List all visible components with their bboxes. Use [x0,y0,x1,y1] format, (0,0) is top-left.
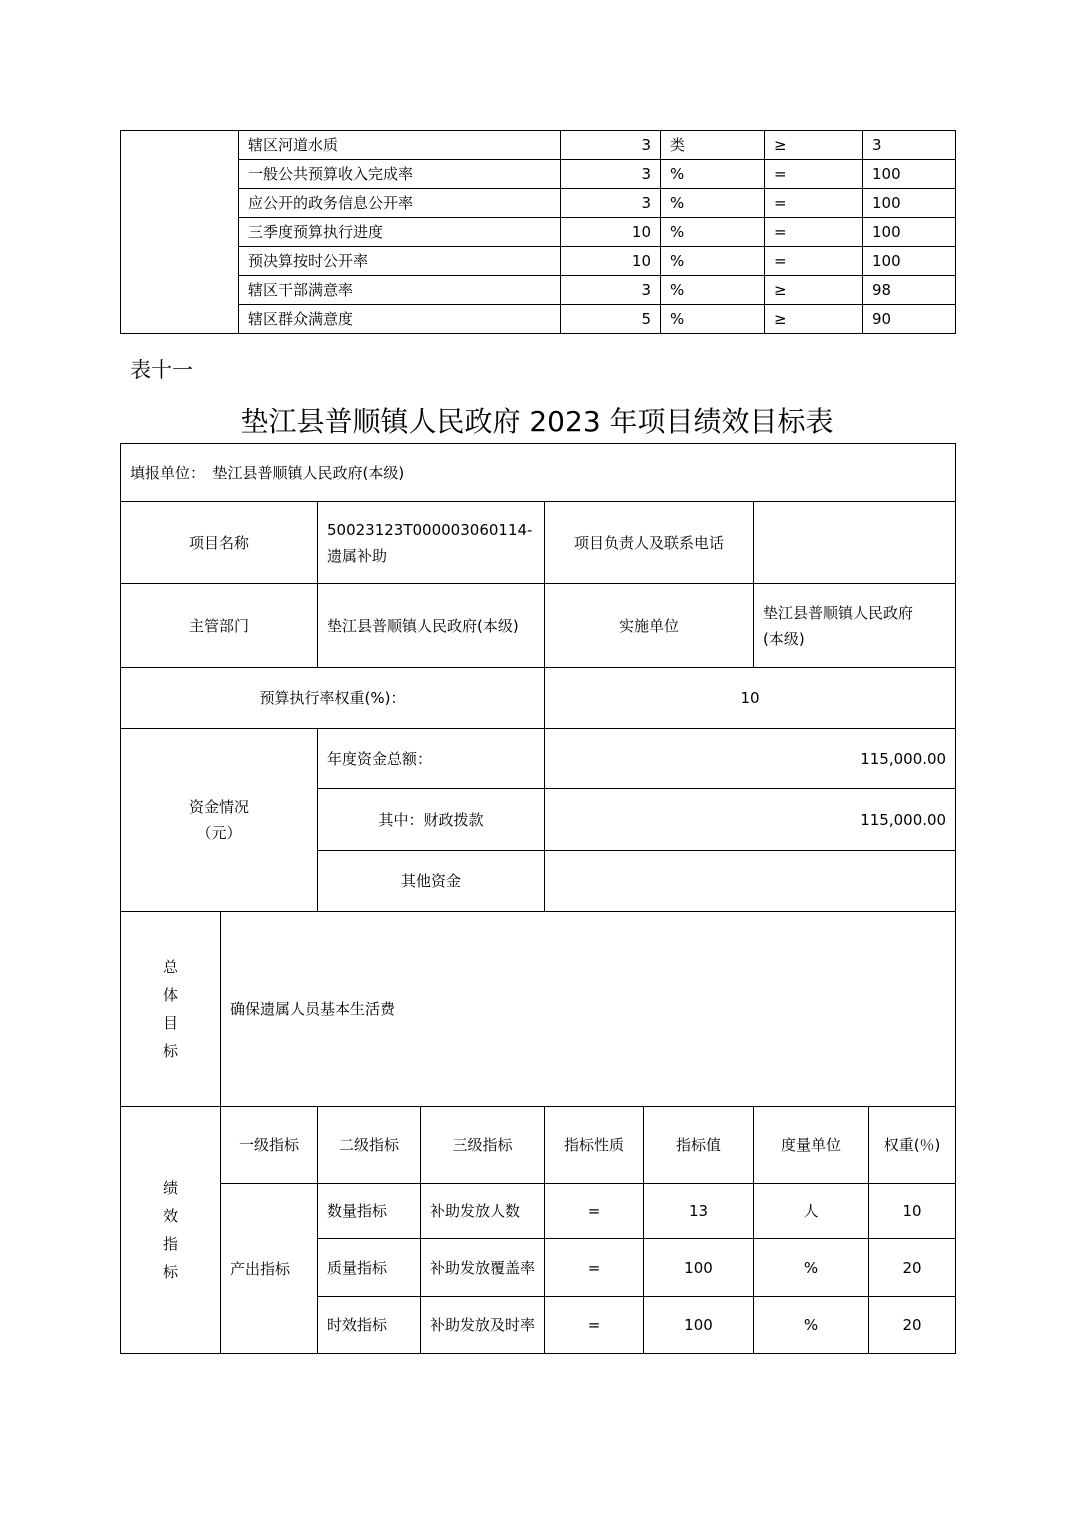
table-row [121,305,956,334]
page-title: 垫江县普顺镇人民政府 2023 年项目绩效目标表 [240,405,834,438]
funds-label-line2: （元） [196,824,242,842]
indicator-unit: % [661,189,765,218]
indicator-unit: % [661,247,765,276]
indicator-value: 100 [863,189,956,218]
overall-goal-label [121,912,221,1107]
indicator-value: 100 [863,160,956,189]
goal-char: 标 [162,1042,178,1060]
funds-label [121,729,318,912]
table-row [121,502,956,584]
level1-indicator: 产出指标 [221,1184,318,1354]
project-name-label: 项目名称 [121,502,318,584]
annual-total-value: 115,000.00 [545,729,956,789]
indicator-value: 100 [863,218,956,247]
header-nature: 指标性质 [545,1107,644,1184]
table-row [121,131,956,160]
budget-weight-label: 预算执行率权重(%)： [121,668,545,729]
fiscal-label: 其中：财政拨款 [318,789,545,851]
merged-category-cell [121,131,239,334]
perf-indicator-label [121,1107,221,1354]
annual-total-label: 年度资金总额： [318,729,545,789]
indicator-weight: 3 [561,131,661,160]
indicator-name: 应公开的政务信息公开率 [239,189,561,218]
perf-char: 指 [162,1235,178,1253]
level2-indicator: 数量指标 [318,1184,421,1239]
indicator-unit: 人 [754,1184,869,1239]
perf-char: 绩 [162,1179,178,1197]
indicator-name: 辖区干部满意率 [239,276,561,305]
table-row [121,668,956,729]
indicator-value: 13 [644,1184,754,1239]
indicator-weight: 20 [869,1239,956,1297]
table-row [121,1184,956,1239]
responsible-label: 项目负责人及联系电话 [545,502,754,584]
goal-char: 总 [162,958,178,976]
header-level2: 二级指标 [318,1107,421,1184]
goal-char: 体 [162,986,178,1004]
indicator-weight: 10 [561,218,661,247]
indicator-weight: 5 [561,305,661,334]
previous-indicator-table [120,130,956,334]
indicator-value: 100 [863,247,956,276]
indicator-nature: = [545,1184,644,1239]
responsible-value [754,502,956,584]
header-value: 指标值 [644,1107,754,1184]
project-name-value [318,502,545,584]
other-funds-label: 其他资金 [318,851,545,912]
perf-char: 标 [162,1263,178,1281]
indicator-operator: = [765,189,863,218]
level3-indicator: 补助发放覆盖率 [421,1239,545,1297]
indicator-weight: 20 [869,1297,956,1354]
table-row [121,189,956,218]
indicator-nature: = [545,1239,644,1297]
indicator-value: 100 [644,1239,754,1297]
table-row [121,912,956,1107]
table-row [121,160,956,189]
indicator-value: 98 [863,276,956,305]
indicator-unit: % [754,1239,869,1297]
indicator-operator: ≥ [765,131,863,160]
other-funds-value [545,851,956,912]
indicator-operator: = [765,247,863,276]
table-row [121,584,956,668]
level2-indicator: 质量指标 [318,1239,421,1297]
dept-label: 主管部门 [121,584,318,668]
indicator-unit: % [661,160,765,189]
budget-weight-value: 10 [545,668,956,729]
indicator-unit: % [661,305,765,334]
indicator-name: 一般公共预算收入完成率 [239,160,561,189]
indicator-weight: 3 [561,160,661,189]
impl-value-line2: (本级) [763,629,805,648]
impl-value [754,584,956,668]
table-row [121,218,956,247]
table-row [121,247,956,276]
fiscal-value: 115,000.00 [545,789,956,851]
indicator-weight: 3 [561,189,661,218]
indicator-unit: % [661,276,765,305]
indicator-value: 90 [863,305,956,334]
table-row [121,444,956,502]
indicator-nature: = [545,1297,644,1354]
indicator-weight: 10 [869,1184,956,1239]
indicator-name: 三季度预算执行进度 [239,218,561,247]
indicator-name: 辖区河道水质 [239,131,561,160]
fill-unit: 填报单位： 垫江县普顺镇人民政府(本级) [121,444,956,502]
funds-label-line1: 资金情况 [188,798,249,816]
indicator-unit: 类 [661,131,765,160]
indicator-operator: ≥ [765,305,863,334]
indicator-operator: ≥ [765,276,863,305]
indicator-unit: % [661,218,765,247]
performance-target-table [120,443,956,1354]
indicator-operator: = [765,160,863,189]
indicator-weight: 3 [561,276,661,305]
header-level1: 一级指标 [221,1107,318,1184]
level3-indicator: 补助发放及时率 [421,1297,545,1354]
project-name-text: 遗属补助 [327,546,388,565]
project-name-code: 50023123T000003060114- [327,520,533,539]
level3-indicator: 补助发放人数 [421,1184,545,1239]
header-unit: 度量单位 [754,1107,869,1184]
impl-value-line1: 垫江县普顺镇人民政府 [763,603,914,622]
header-level3: 三级指标 [421,1107,545,1184]
goal-char: 目 [162,1014,178,1032]
indicator-operator: = [765,218,863,247]
dept-value: 垫江县普顺镇人民政府(本级) [318,584,545,668]
impl-label: 实施单位 [545,584,754,668]
indicator-value: 100 [644,1297,754,1354]
indicator-weight: 10 [561,247,661,276]
table-row [121,276,956,305]
perf-char: 效 [162,1207,178,1225]
overall-goal-text: 确保遗属人员基本生活费 [221,912,956,1107]
table-row [121,1107,956,1184]
indicator-name: 预决算按时公开率 [239,247,561,276]
indicator-unit: % [754,1297,869,1354]
indicator-value: 3 [863,131,956,160]
level2-indicator: 时效指标 [318,1297,421,1354]
table-number-label: 表十一 [130,358,193,382]
indicator-name: 辖区群众满意度 [239,305,561,334]
header-weight: 权重(％) [869,1107,956,1184]
table-row [121,729,956,789]
